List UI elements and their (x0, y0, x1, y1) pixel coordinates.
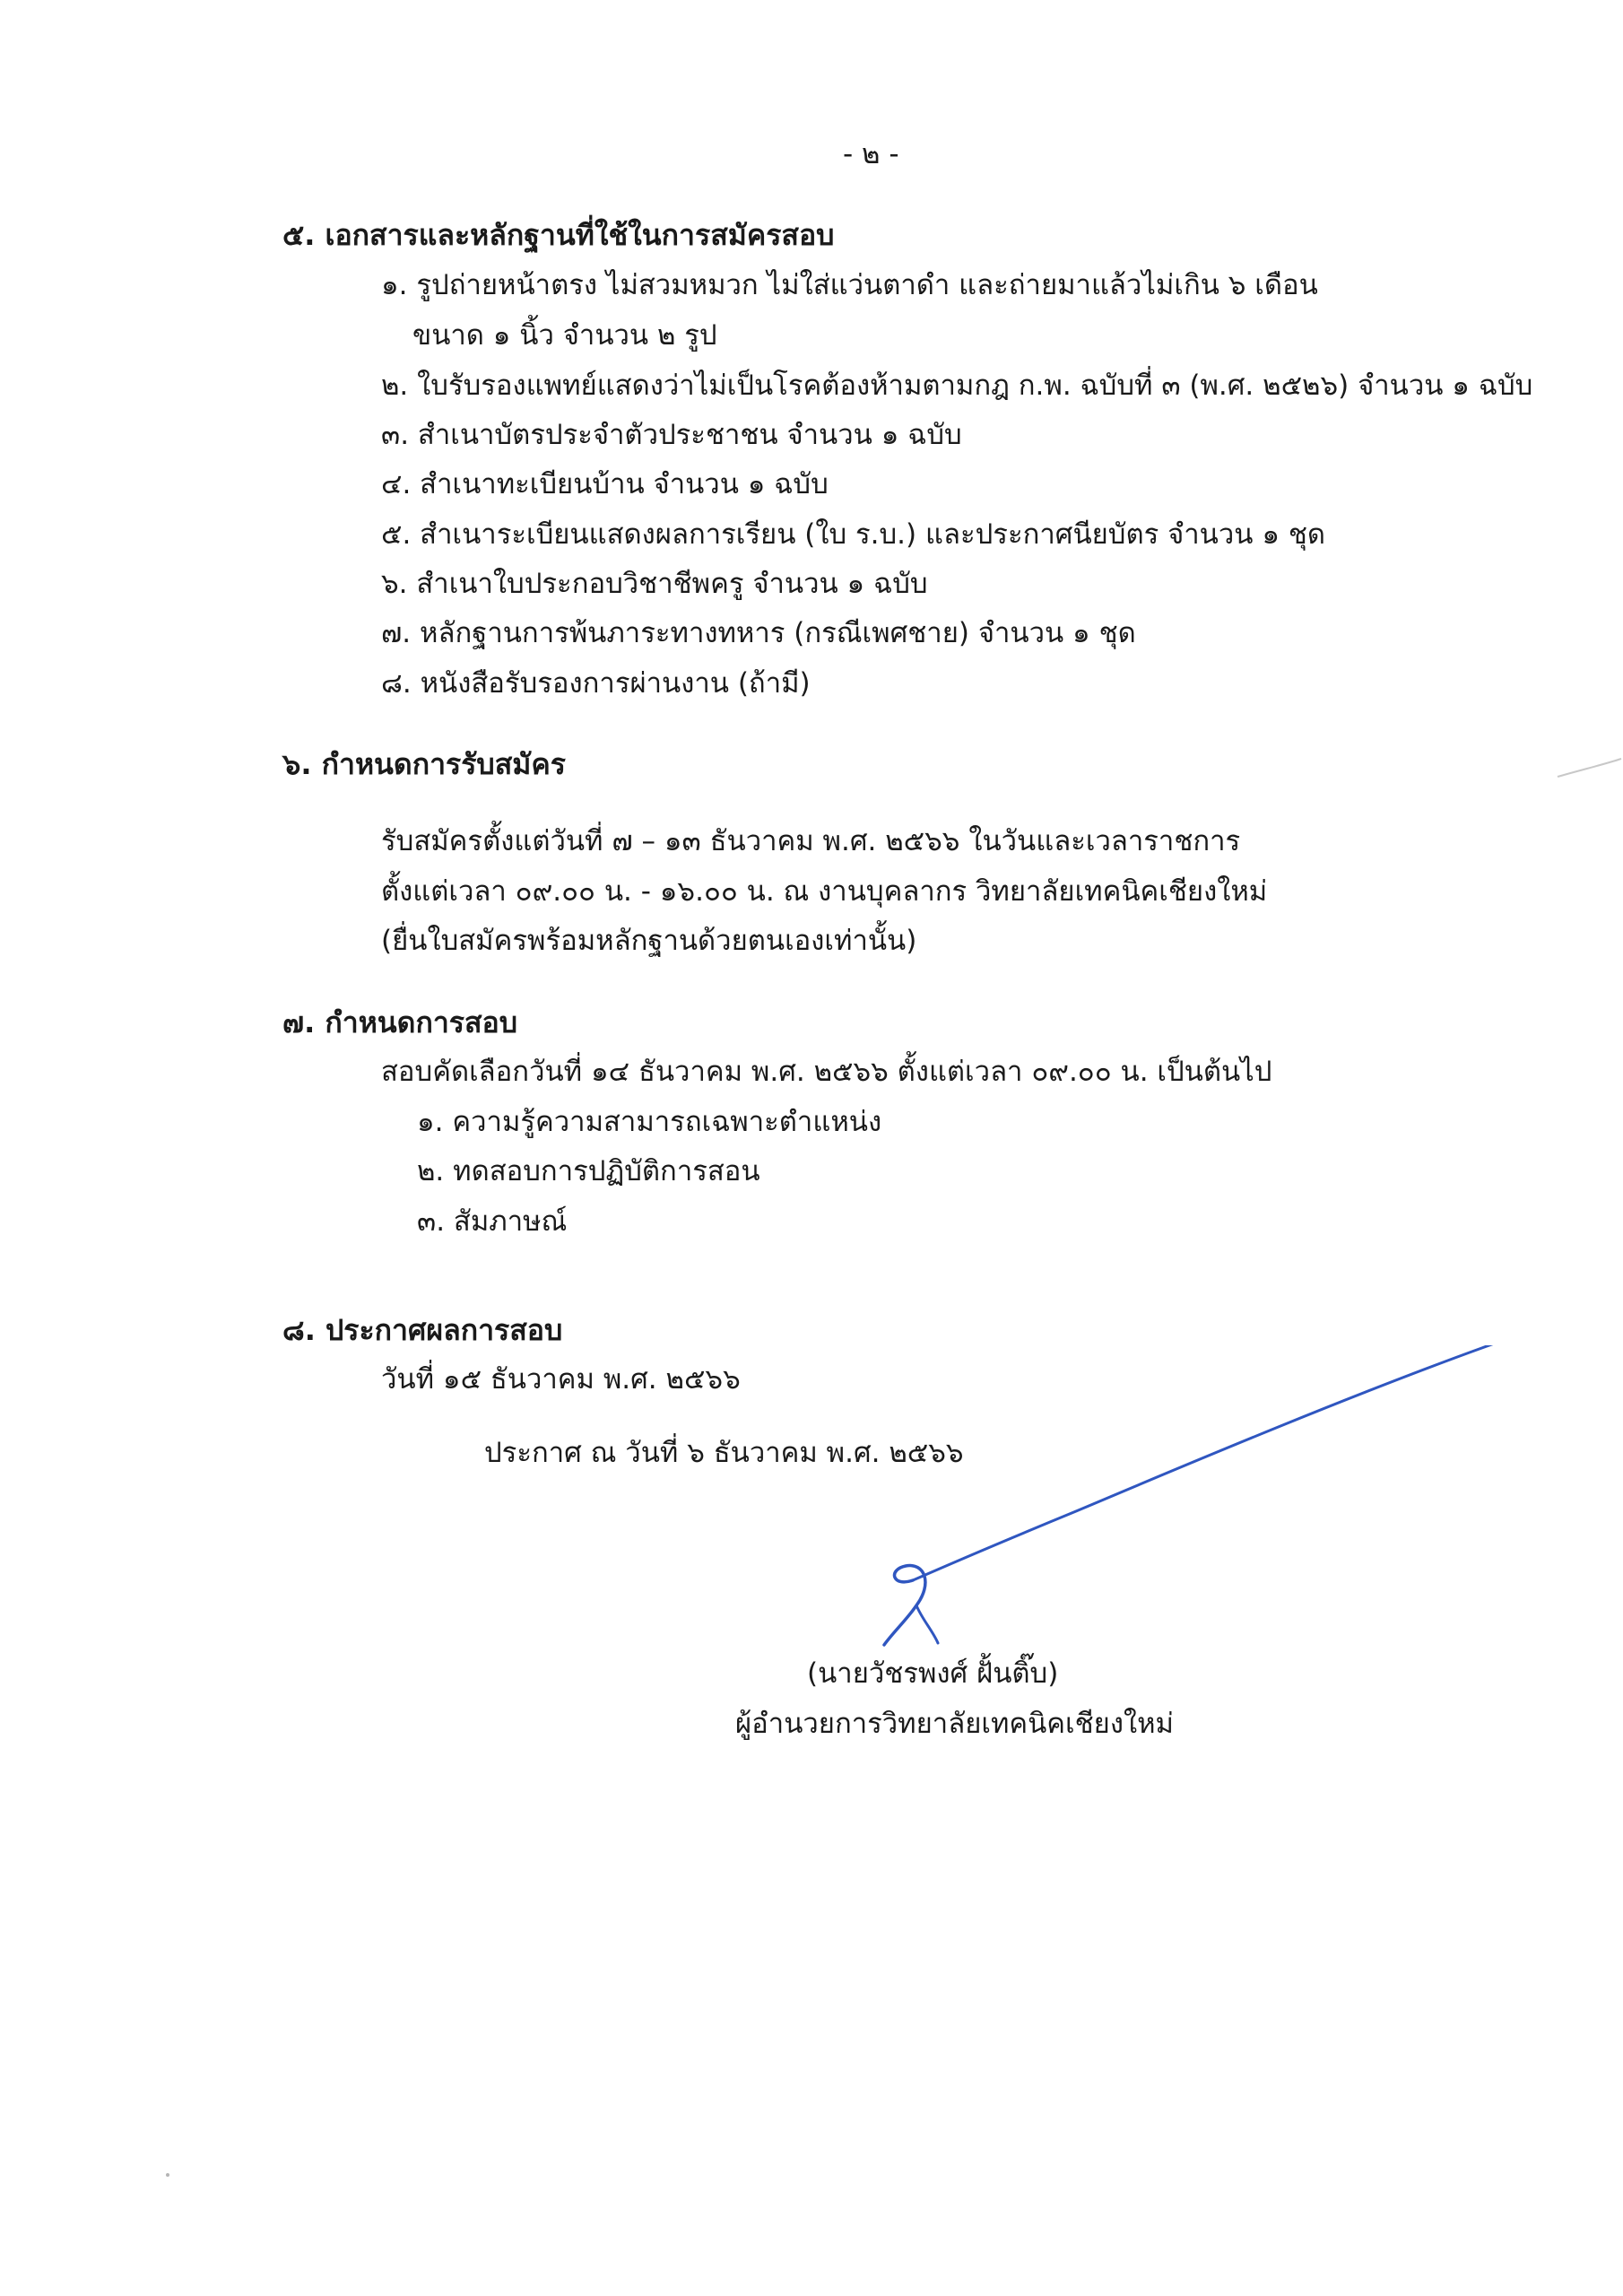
page-number: - ๒ - (843, 138, 899, 170)
doc-item-6: ๖. สำเนาใบประกอบวิชาชีพครู จำนวน ๑ ฉบับ (381, 568, 928, 600)
signature-mark (807, 1345, 1524, 1650)
doc-item-3: ๓. สำเนาบัตรประจำตัวประชาชน จำนวน ๑ ฉบับ (381, 419, 962, 451)
signatory-name: (นายวัชรพงศ์ ฝั้นติ๊บ) (807, 1657, 1059, 1690)
section-7-heading: ๗. กำหนดการสอบ (282, 1005, 518, 1039)
announcement-date: ประกาศ ณ วันที่ ๖ ธันวาคม พ.ศ. ๒๕๖๖ (484, 1437, 964, 1469)
exam-item-3: ๓. สัมภาษณ์ (417, 1205, 568, 1238)
doc-item-2: ๒. ใบรับรองแพทย์แสดงว่าไม่เป็นโรคต้องห้ามตามกฎ ก.พ. ฉบับที่ ๓ (พ.ศ. ๒๕๒๖) จำนวน ๑ ฉบับ (381, 370, 1533, 402)
doc-item-1-cont: ขนาด ๑ นิ้ว จำนวน ๒ รูป (412, 319, 717, 352)
signatory-title: ผู้อำนวยการวิทยาลัยเทคนิคเชียงใหม่ (735, 1708, 1174, 1740)
scan-mark (1556, 753, 1623, 780)
section-6-heading: ๖. กำหนดการรับสมัคร (282, 747, 566, 781)
doc-item-1: ๑. รูปถ่ายหน้าตรง ไม่สวมหมวก ไม่ใส่แว่นตาดำ และถ่ายมาแล้วไม่เกิน ๖ เดือน (381, 269, 1318, 301)
exam-item-2: ๒. ทดสอบการปฏิบัติการสอน (417, 1155, 760, 1187)
application-line-3: (ยื่นใบสมัครพร้อมหลักฐานด้วยตนเองเท่านั้น) (381, 925, 917, 957)
application-line-2: ตั้งแต่เวลา ๐๙.๐๐ น. - ๑๖.๐๐ น. ณ งานบุคลากร วิทยาลัยเทคนิคเชียงใหม่ (381, 875, 1268, 908)
results-date: วันที่ ๑๕ ธันวาคม พ.ศ. ๒๕๖๖ (381, 1363, 741, 1396)
section-8-heading: ๘. ประกาศผลการสอบ (282, 1313, 563, 1347)
scan-dot (163, 2170, 172, 2179)
doc-item-4: ๔. สำเนาทะเบียนบ้าน จำนวน ๑ ฉบับ (381, 468, 829, 500)
exam-item-1: ๑. ความรู้ความสามารถเฉพาะตำแหน่ง (417, 1106, 882, 1138)
application-line-1: รับสมัครตั้งแต่วันที่ ๗ – ๑๓ ธันวาคม พ.ศ. ๒๕๖๖ ในวันและเวลาราชการ (381, 825, 1241, 857)
doc-item-8: ๘. หนังสือรับรองการผ่านงาน (ถ้ามี) (381, 667, 811, 700)
exam-intro: สอบคัดเลือกวันที่ ๑๔ ธันวาคม พ.ศ. ๒๕๖๖ ตั้งแต่เวลา ๐๙.๐๐ น. เป็นต้นไป (381, 1056, 1272, 1088)
doc-item-5: ๕. สำเนาระเบียนแสดงผลการเรียน (ใบ ร.บ.) และประกาศนียบัตร จำนวน ๑ ชุด (381, 518, 1326, 551)
section-5-heading: ๕. เอกสารและหลักฐานที่ใช้ในการสมัครสอบ (282, 218, 835, 252)
doc-item-7: ๗. หลักฐานการพ้นภาระทางทหาร (กรณีเพศชาย) จำนวน ๑ ชุด (381, 617, 1136, 649)
